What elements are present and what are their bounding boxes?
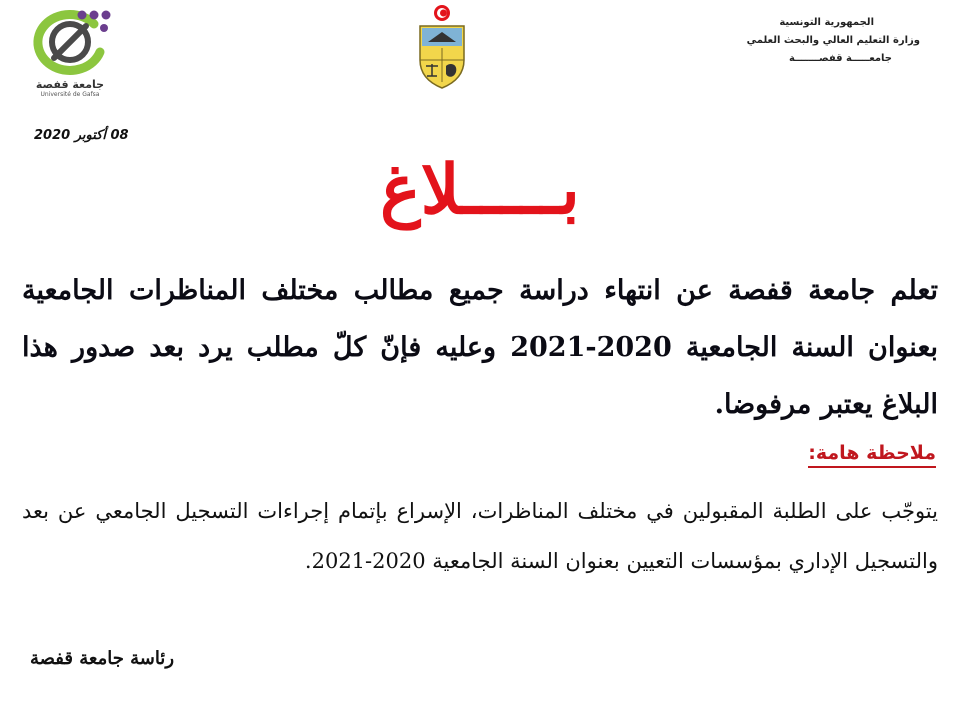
announcement-date: 08 أكتوبر 2020 [34, 128, 129, 143]
header-institution [640, 14, 920, 68]
header-republic: الجمهورية التونسية [779, 17, 874, 28]
logo-name-french: Université de Gafsa [40, 91, 100, 98]
announcement-main-text: تعلم جامعة قفصة عن انتهاء دراسة جميع مطالب مختلف المناظرات الجامعية بعنوان السنة الجامعية 2020-2021 وعليه فإنّ كلّ مطلب يرد بعد صدور هذا البلاغ يعتبر مرفوضا. [22, 275, 938, 420]
important-note-label: ملاحظة هامة: [808, 440, 936, 468]
coat-of-arms [414, 4, 470, 90]
important-note-body: يتوجّب على الطلبة المقبولين في مختلف المناظرات، الإسراع بإتمام إجراءات التسجيل الجامعي عن بعد والتسجيل الإداري بمؤسسات التعيين بعنوان السنة الجامعية 2020-2021. [22, 499, 938, 573]
header-ministry: وزارة التعليم العالي والبحث العلمي [746, 35, 920, 46]
logo-name-arabic: جامعة قفصة [35, 78, 105, 91]
university-logo [18, 6, 128, 101]
header-university: جامعـــــة قفصـــــــة [788, 53, 892, 64]
coat-of-arms-icon [414, 4, 470, 90]
signature: رئاسة جامعة قفصة [30, 648, 175, 669]
announcement-title: بـــــلاغ [380, 150, 580, 230]
university-logo-icon [24, 6, 116, 76]
